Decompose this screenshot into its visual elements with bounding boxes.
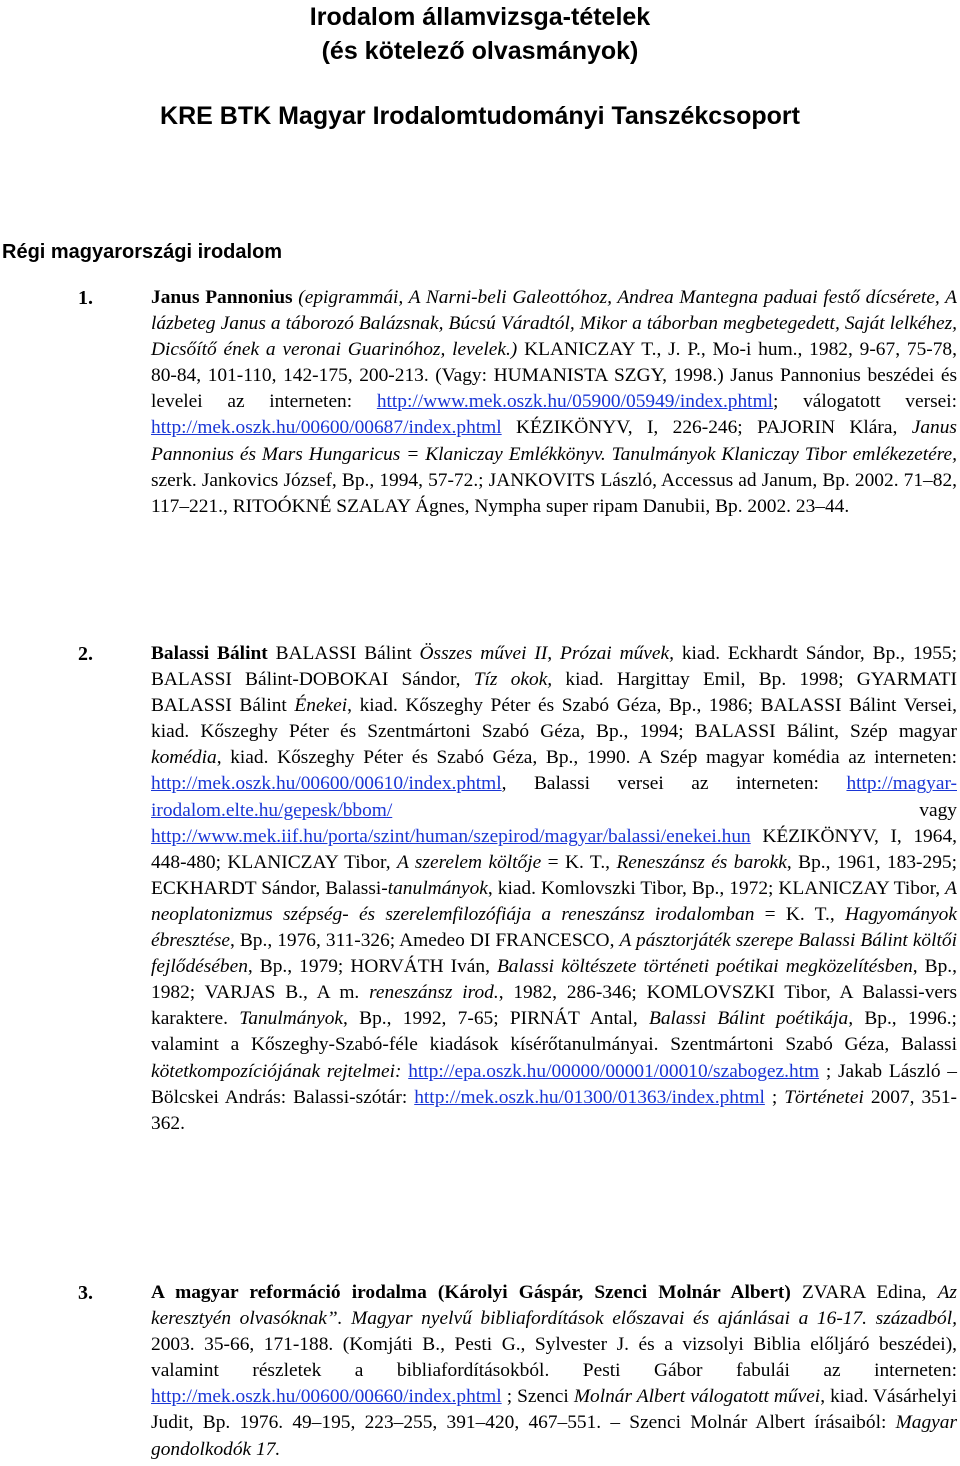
text: , 1982, 286-346; KOMLOVSZKI Tibor, A Balassi-vers karaktere. (151, 982, 958, 1030)
text: , Bp., 1961, 183-295; ECKHARDT Sándor, Balassi- (151, 851, 957, 899)
text: Összes művei II, Prózai művek, (419, 643, 674, 664)
text: ; Jakab László – Bölcskei András: Balassi-szótár: (151, 1060, 957, 1108)
text: kiad. Hargittay Emil, Bp. 1998; GYARMATI BALASSI Bálint (151, 669, 957, 717)
text: kiad. Eckhardt Sándor, Bp., 1955; BALASSI Bálint-DOBOKAI Sándor, (151, 643, 957, 691)
document-subtitle: (és kötelező olvasmányok) (321, 37, 639, 65)
text: 2007, 351-362. (151, 1086, 957, 1134)
text: Reneszánsz és barokk (616, 851, 787, 873)
item-works: (epigrammái, A Narni-beli Galeottóhoz, Andrea Mantegna paduai festő dícsérete, A lázbeteg Janus a táborozó Balázsnak, Búcsú Váradtól, Mikor a táborban megbetegedett, Saját lelkéhez, Dicsőítő ének a veronai Guarinóhoz, levelek.) (151, 287, 957, 361)
text: Molnár Albert válogatott művei (573, 1386, 821, 1408)
item-references: KÉZIKÖNYV, I, 226-246; PAJORIN Klára, (516, 417, 898, 439)
link-szep-magyar-komedia[interactable]: http://mek.oszk.hu/00600/00610/index.phtml (151, 773, 502, 795)
item-author: Balassi Bálint (151, 643, 268, 664)
text: ; (771, 1086, 778, 1108)
text: , Balassi versei az interneten: (501, 773, 819, 795)
text: Bp., 1996.; valamint a Kőszeghy-Szabó-féle kiadások kísérőtanulmányai. Szentmártoni Szabó Géza, Balassi (151, 1008, 957, 1056)
text: vagy (919, 799, 957, 821)
text: KÉZIKÖNYV, I, 1964, 448-480; KLANICZAY Tibor, (151, 825, 957, 873)
text: , kiad. Kőszeghy Péter és Szabó Géza, Bp., 1986; BALASSI Bálint Versei, kiad. Kőszeghy Péter és Szentmártoni Szabó Géza, Bp., 1994; BALASSI Bálint, Szép magyar (151, 695, 957, 743)
item-author: Janus Pannonius (151, 287, 293, 308)
text: tanulmányok (387, 877, 488, 899)
link-balassi-dictionary[interactable]: http://mek.oszk.hu/01300/01363/index.phtml (414, 1086, 765, 1108)
link-balassi-poems-mek[interactable]: http://www.mek.iif.hu/porta/szint/human/szepirod/magyar/balassi/enekei.hun (151, 825, 751, 847)
text: reneszánsz irod. (369, 982, 499, 1004)
text: , kiad. Kőszeghy Péter és Szabó Géza, Bp., 1990. A Szép magyar komédia az interneten: (216, 747, 957, 769)
item-paragraph (151, 641, 957, 1137)
text: Balassi költészete történeti poétikai megközelítésben (496, 956, 913, 978)
link-janus-poems[interactable]: http://mek.oszk.hu/00600/00687/index.phtml (151, 417, 502, 439)
text: ; Szenci (506, 1386, 569, 1408)
text: Magyar gondolkodók 17. (151, 1412, 957, 1460)
link-balassi-poems-elte[interactable]: http://magyar-irodalom.elte.hu/gepesk/bbom/ (151, 773, 957, 821)
section-heading: Régi magyarországi irodalom (2, 241, 283, 263)
text: , Bp., 1992, 7-65; PIRNÁT Antal, (343, 1008, 638, 1030)
item-paragraph (151, 285, 957, 520)
text: , kiad. Vásárhelyi Judit, Bp. 1976. 49–195, 223–255, 391–420, 467–551. – Szenci Molnár Albert írásaiból: (151, 1386, 958, 1434)
item-author: A magyar reformáció irodalma (Károlyi Gáspár, Szenci Molnár Albert) (151, 1282, 791, 1303)
text: Tíz okok, (473, 669, 553, 691)
item-number: 3. (78, 1282, 93, 1304)
text: ZVARA Edina, (801, 1282, 927, 1303)
text: , kiad. Komlovszki Tibor, Bp., 1972; KLANICZAY Tibor, (487, 877, 941, 899)
text: , Bp., 1979; HORVÁTH Iván, (247, 956, 490, 978)
text: Történetei (784, 1086, 864, 1108)
list-item-reformation (151, 1280, 957, 1463)
department-heading: KRE BTK Magyar Irodalomtudományi Tanszékcsoport (160, 102, 800, 130)
text: BALASSI Bálint (275, 643, 412, 664)
text: = K. T., (764, 903, 835, 925)
item-reference-title: Janus Pannonius és Mars Hungaricus = Klaniczay Emlékkönyv. Tanulmányok Klaniczay Tibor emlékezetére, (151, 417, 957, 465)
text: , Bp., 1982; VARJAS B., A m. (151, 956, 957, 1004)
text: kötetkompozíciójának rejtelmei: (151, 1060, 402, 1082)
text: A szerelem költője (397, 851, 542, 873)
item-number: 2. (78, 643, 93, 665)
item-references: szerk. Jankovics József, Bp., 1994, 57-72.; JANKOVITS László, Accessus ad Janum, Bp. 2002. 71–82, 117–221., RITOÓKNÉ SZALAY Ágnes, Nympha super ripam Danubii, Bp. 2002. 23–44. (151, 469, 957, 517)
document-title: Irodalom államvizsga-tételek (309, 3, 651, 31)
text: 2003. 35-66, 171-188. (Komjáti B., Pesti G., Sylvester J. és a vizsolyi Biblia előljáró beszédei), valamint részletek a bibliafordításokból. Pesti Gábor fabulái az interneten: (151, 1334, 957, 1382)
link-szabo-geza-article[interactable]: http://epa.oszk.hu/00000/00001/00010/szabogez.htm (408, 1060, 820, 1082)
item-references: ; válogatott versei: (773, 391, 957, 413)
list-item-balassi (151, 641, 957, 1137)
text: = K. T., (547, 851, 611, 873)
link-pesti-gabor-fables[interactable]: http://mek.oszk.hu/00600/00660/index.phtml (151, 1386, 502, 1408)
link-janus-speeches[interactable]: http://www.mek.oszk.hu/05900/05949/index.phtml (376, 391, 774, 413)
text: Tanulmányok (239, 1008, 344, 1030)
text: Énekei (294, 695, 348, 717)
text: A pásztorjáték szerepe Balassi Bálint költői fejlődésében (151, 930, 957, 978)
text: , Bp., 1976, 311-326; Amedeo DI FRANCESCO, (229, 930, 615, 952)
item-number: 1. (78, 287, 93, 309)
text: A neoplatonizmus szépség- és szerelemfilozófiája a reneszánsz irodalomban (151, 877, 958, 925)
text: Hagyományok ébresztése (151, 903, 957, 952)
text: Balassi Bálint poétikája, (648, 1008, 854, 1030)
list-item-janus-pannonius (151, 285, 957, 520)
item-paragraph (151, 1280, 957, 1463)
text: Az keresztyén olvasóknak”. Magyar nyelvű bibliafordítások előszavai és ajánlásai a 16-17. századból, (151, 1282, 957, 1330)
text: komédia (151, 747, 217, 769)
item-references: KLANICZAY T., J. P., Mo-i hum., 1982, 9-67, 75-78, 80-84, 101-110, 142-175, 200-213. (Vagy: HUMANISTA SZGY, 1998.) Janus Pannonius beszédei és levelei az interneten: (151, 339, 957, 413)
